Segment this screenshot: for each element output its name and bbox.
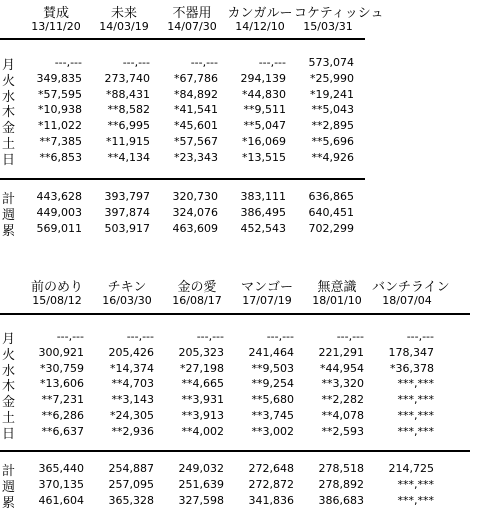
bottom-day-cell: **3,320 — [321, 377, 364, 391]
bottom-date-2: 16/08/17 — [172, 294, 222, 307]
bottom-total-cell: 365,440 — [38, 462, 84, 475]
bottom-date-3: 17/07/19 — [242, 294, 292, 307]
top-title-0: 賛成 — [42, 6, 69, 21]
top-date-0: 13/11/20 — [31, 20, 81, 33]
bottom-day-cell: **6,286 — [41, 409, 84, 422]
top-total-cell: 636,865 — [308, 190, 354, 203]
top-day-cell: **2,895 — [311, 119, 354, 133]
bottom-day-cell: **4,703 — [111, 377, 154, 391]
top-date-4: 15/03/31 — [303, 20, 353, 33]
bottom-total-cell: 249,032 — [178, 462, 224, 475]
bottom-day-cell: 221,291 — [318, 345, 364, 359]
top-total-cell: 640,451 — [308, 205, 354, 219]
bottom-total-cell: 365,328 — [108, 493, 154, 507]
bottom-day-cell: ---,--- — [406, 330, 434, 343]
bottom-day-cell: *13,606 — [40, 377, 84, 391]
bottom-day-cell: **2,593 — [321, 424, 364, 438]
bottom-day-cell: 205,323 — [178, 345, 224, 359]
top-total-cell: 503,917 — [104, 221, 150, 235]
bottom-day-cell: *36,378 — [390, 361, 434, 375]
top-total-cell: 702,299 — [308, 221, 354, 235]
bottom-day-label: 月 — [2, 332, 16, 347]
bottom-day-cell: *14,374 — [110, 361, 154, 375]
bottom-total-cell: 214,725 — [388, 462, 434, 475]
bottom-day-cell: **3,002 — [251, 424, 294, 438]
bottom-day-cell: **5,680 — [251, 393, 294, 407]
bottom-total-cell: ***,*** — [397, 477, 434, 491]
bottom-title-3: マンゴー — [240, 280, 293, 295]
bottom-day-label: 土 — [2, 411, 16, 426]
bottom-total-cell: 341,836 — [248, 493, 294, 507]
top-date-2: 14/07/30 — [167, 20, 217, 33]
top-day-label: 木 — [2, 105, 16, 121]
bottom-day-cell: ---,--- — [196, 330, 224, 343]
bottom-date-5: 18/07/04 — [382, 294, 432, 307]
bottom-day-cell: **3,143 — [111, 393, 154, 407]
bottom-day-cell: *27,198 — [180, 361, 224, 375]
top-day-cell: **4,134 — [107, 150, 150, 164]
bottom-total-label: 週 — [2, 479, 16, 495]
top-day-cell: 294,139 — [240, 71, 286, 85]
top-day-cell: ---,--- — [54, 56, 82, 69]
bottom-title-2: 金の愛 — [177, 280, 217, 295]
bottom-day-cell: **3,913 — [181, 409, 224, 422]
bottom-day-label: 水 — [2, 363, 16, 379]
top-day-cell: **5,047 — [243, 119, 286, 133]
bottom-day-cell: **4,078 — [321, 409, 364, 422]
bottom-day-cell: ***,*** — [397, 409, 434, 422]
bottom-day-cell: **9,254 — [251, 377, 294, 391]
bottom-day-cell: **2,282 — [321, 393, 364, 407]
bottom-total-label: 計 — [2, 464, 16, 479]
bottom-day-cell: **9,503 — [251, 361, 294, 375]
bottom-total-cell: 257,095 — [108, 477, 154, 491]
top-total-cell: 443,628 — [36, 190, 82, 203]
top-total-cell: 463,609 — [172, 221, 218, 235]
top-day-cell: *10,938 — [38, 103, 82, 117]
bottom-total-cell: 251,639 — [178, 477, 224, 491]
bottom-day-cell: 205,426 — [108, 345, 154, 359]
bottom-title-1: チキン — [107, 280, 147, 295]
bottom-title-0: 前のめり — [30, 280, 83, 295]
bottom-total-cell: 272,872 — [248, 477, 294, 491]
top-day-cell: *11,915 — [106, 135, 150, 148]
bottom-day-cell: 178,347 — [388, 345, 434, 359]
top-title-2: 不器用 — [172, 6, 212, 21]
top-total-cell: 452,543 — [240, 221, 286, 235]
top-total-cell: 383,111 — [240, 190, 286, 203]
top-total-cell: 320,730 — [172, 190, 218, 203]
top-total-cell: 393,797 — [104, 190, 150, 203]
top-title-4: コケティッシュ — [294, 6, 384, 21]
top-total-cell: 449,003 — [36, 205, 82, 219]
bottom-total-cell: ***,*** — [397, 493, 434, 507]
top-day-cell: *11,022 — [38, 119, 82, 133]
top-day-cell: *57,567 — [174, 135, 218, 148]
bottom-total-cell: 272,648 — [248, 462, 294, 475]
top-day-label: 月 — [2, 58, 16, 73]
top-day-label: 日 — [2, 152, 16, 168]
bottom-total-cell: 278,892 — [318, 477, 364, 491]
top-day-cell: *57,595 — [38, 87, 82, 101]
bottom-day-cell: ***,*** — [397, 424, 434, 438]
top-total-cell: 569,011 — [36, 221, 82, 235]
bottom-day-cell: **3,745 — [251, 409, 294, 422]
top-day-cell: *25,990 — [310, 71, 354, 85]
top-day-cell: **6,995 — [107, 119, 150, 133]
top-title-1: 未来 — [110, 6, 137, 21]
bottom-date-4: 18/01/10 — [312, 294, 362, 307]
bottom-day-label: 火 — [2, 347, 16, 363]
bottom-day-cell: ***,*** — [397, 377, 434, 391]
top-day-label: 土 — [2, 137, 16, 152]
bottom-title-5: バンチライン — [372, 280, 450, 295]
top-title-3: カンガルー — [227, 6, 293, 21]
top-day-cell: **7,385 — [39, 135, 82, 148]
bottom-day-label: 木 — [2, 379, 16, 395]
bottom-day-cell: ---,--- — [56, 330, 84, 343]
bottom-total-label: 累 — [2, 495, 16, 511]
top-day-cell: ---,--- — [122, 56, 150, 69]
top-day-cell: **9,511 — [243, 103, 286, 117]
top-day-cell: *88,431 — [106, 87, 150, 101]
top-totals-divider — [0, 178, 365, 180]
bottom-day-cell: *24,305 — [110, 409, 154, 422]
bottom-day-cell: ---,--- — [336, 330, 364, 343]
bottom-day-cell: 300,921 — [38, 345, 84, 359]
top-day-cell: *45,601 — [174, 119, 218, 133]
top-day-label: 水 — [2, 89, 16, 105]
top-day-cell: *19,241 — [310, 87, 354, 101]
top-day-cell: ---,--- — [190, 56, 218, 69]
top-day-cell: *67,786 — [174, 71, 218, 85]
bottom-date-0: 15/08/12 — [32, 294, 82, 307]
top-header-divider — [0, 38, 365, 40]
top-day-cell: *13,515 — [242, 150, 286, 164]
bottom-day-cell: **4,665 — [181, 377, 224, 391]
bottom-total-cell: 461,604 — [38, 493, 84, 507]
bottom-day-cell: **4,002 — [181, 424, 224, 438]
bottom-total-cell: 370,135 — [38, 477, 84, 491]
bottom-day-label: 金 — [2, 395, 16, 411]
top-day-cell: *44,830 — [242, 87, 286, 101]
top-day-cell: *23,343 — [174, 150, 218, 164]
bottom-title-4: 無意識 — [317, 280, 357, 295]
bottom-day-cell: **7,231 — [41, 393, 84, 407]
top-day-cell: **5,043 — [311, 103, 354, 117]
top-total-label: 計 — [2, 192, 16, 207]
top-day-cell: **8,582 — [107, 103, 150, 117]
bottom-date-1: 16/03/30 — [102, 294, 152, 307]
top-total-cell: 324,076 — [172, 205, 218, 219]
bottom-day-cell: ---,--- — [266, 330, 294, 343]
top-total-label: 累 — [2, 223, 16, 239]
bottom-day-cell: **3,931 — [181, 393, 224, 407]
top-day-cell: ---,--- — [258, 56, 286, 69]
top-total-label: 週 — [2, 207, 16, 223]
top-day-cell: **6,853 — [39, 150, 82, 164]
top-day-label: 火 — [2, 73, 16, 89]
top-date-3: 14/12/10 — [235, 20, 285, 33]
bottom-total-cell: 254,887 — [108, 462, 154, 475]
top-total-cell: 397,874 — [104, 205, 150, 219]
top-day-cell: *16,069 — [242, 135, 286, 148]
bottom-header-divider — [0, 313, 470, 315]
bottom-day-cell: *30,759 — [40, 361, 84, 375]
top-day-cell: **4,926 — [311, 150, 354, 164]
bottom-total-cell: 327,598 — [178, 493, 224, 507]
top-day-cell: **5,696 — [311, 135, 354, 148]
bottom-day-cell: **6,637 — [41, 424, 84, 438]
top-day-cell: *84,892 — [174, 87, 218, 101]
bottom-day-label: 日 — [2, 426, 16, 442]
top-total-cell: 386,495 — [240, 205, 286, 219]
bottom-day-cell: 241,464 — [248, 345, 294, 359]
bottom-total-cell: 386,683 — [318, 493, 364, 507]
bottom-total-cell: 278,518 — [318, 462, 364, 475]
top-day-cell: 273,740 — [104, 71, 150, 85]
bottom-day-cell: *44,954 — [320, 361, 364, 375]
top-day-cell: 349,835 — [36, 71, 82, 85]
top-date-1: 14/03/19 — [99, 20, 149, 33]
bottom-day-cell: ---,--- — [126, 330, 154, 343]
top-day-cell: *41,541 — [174, 103, 218, 117]
bottom-day-cell: ***,*** — [397, 393, 434, 407]
bottom-totals-divider — [0, 450, 470, 452]
top-day-cell: 573,074 — [308, 56, 354, 69]
bottom-day-cell: **2,936 — [111, 424, 154, 438]
top-day-label: 金 — [2, 121, 16, 137]
